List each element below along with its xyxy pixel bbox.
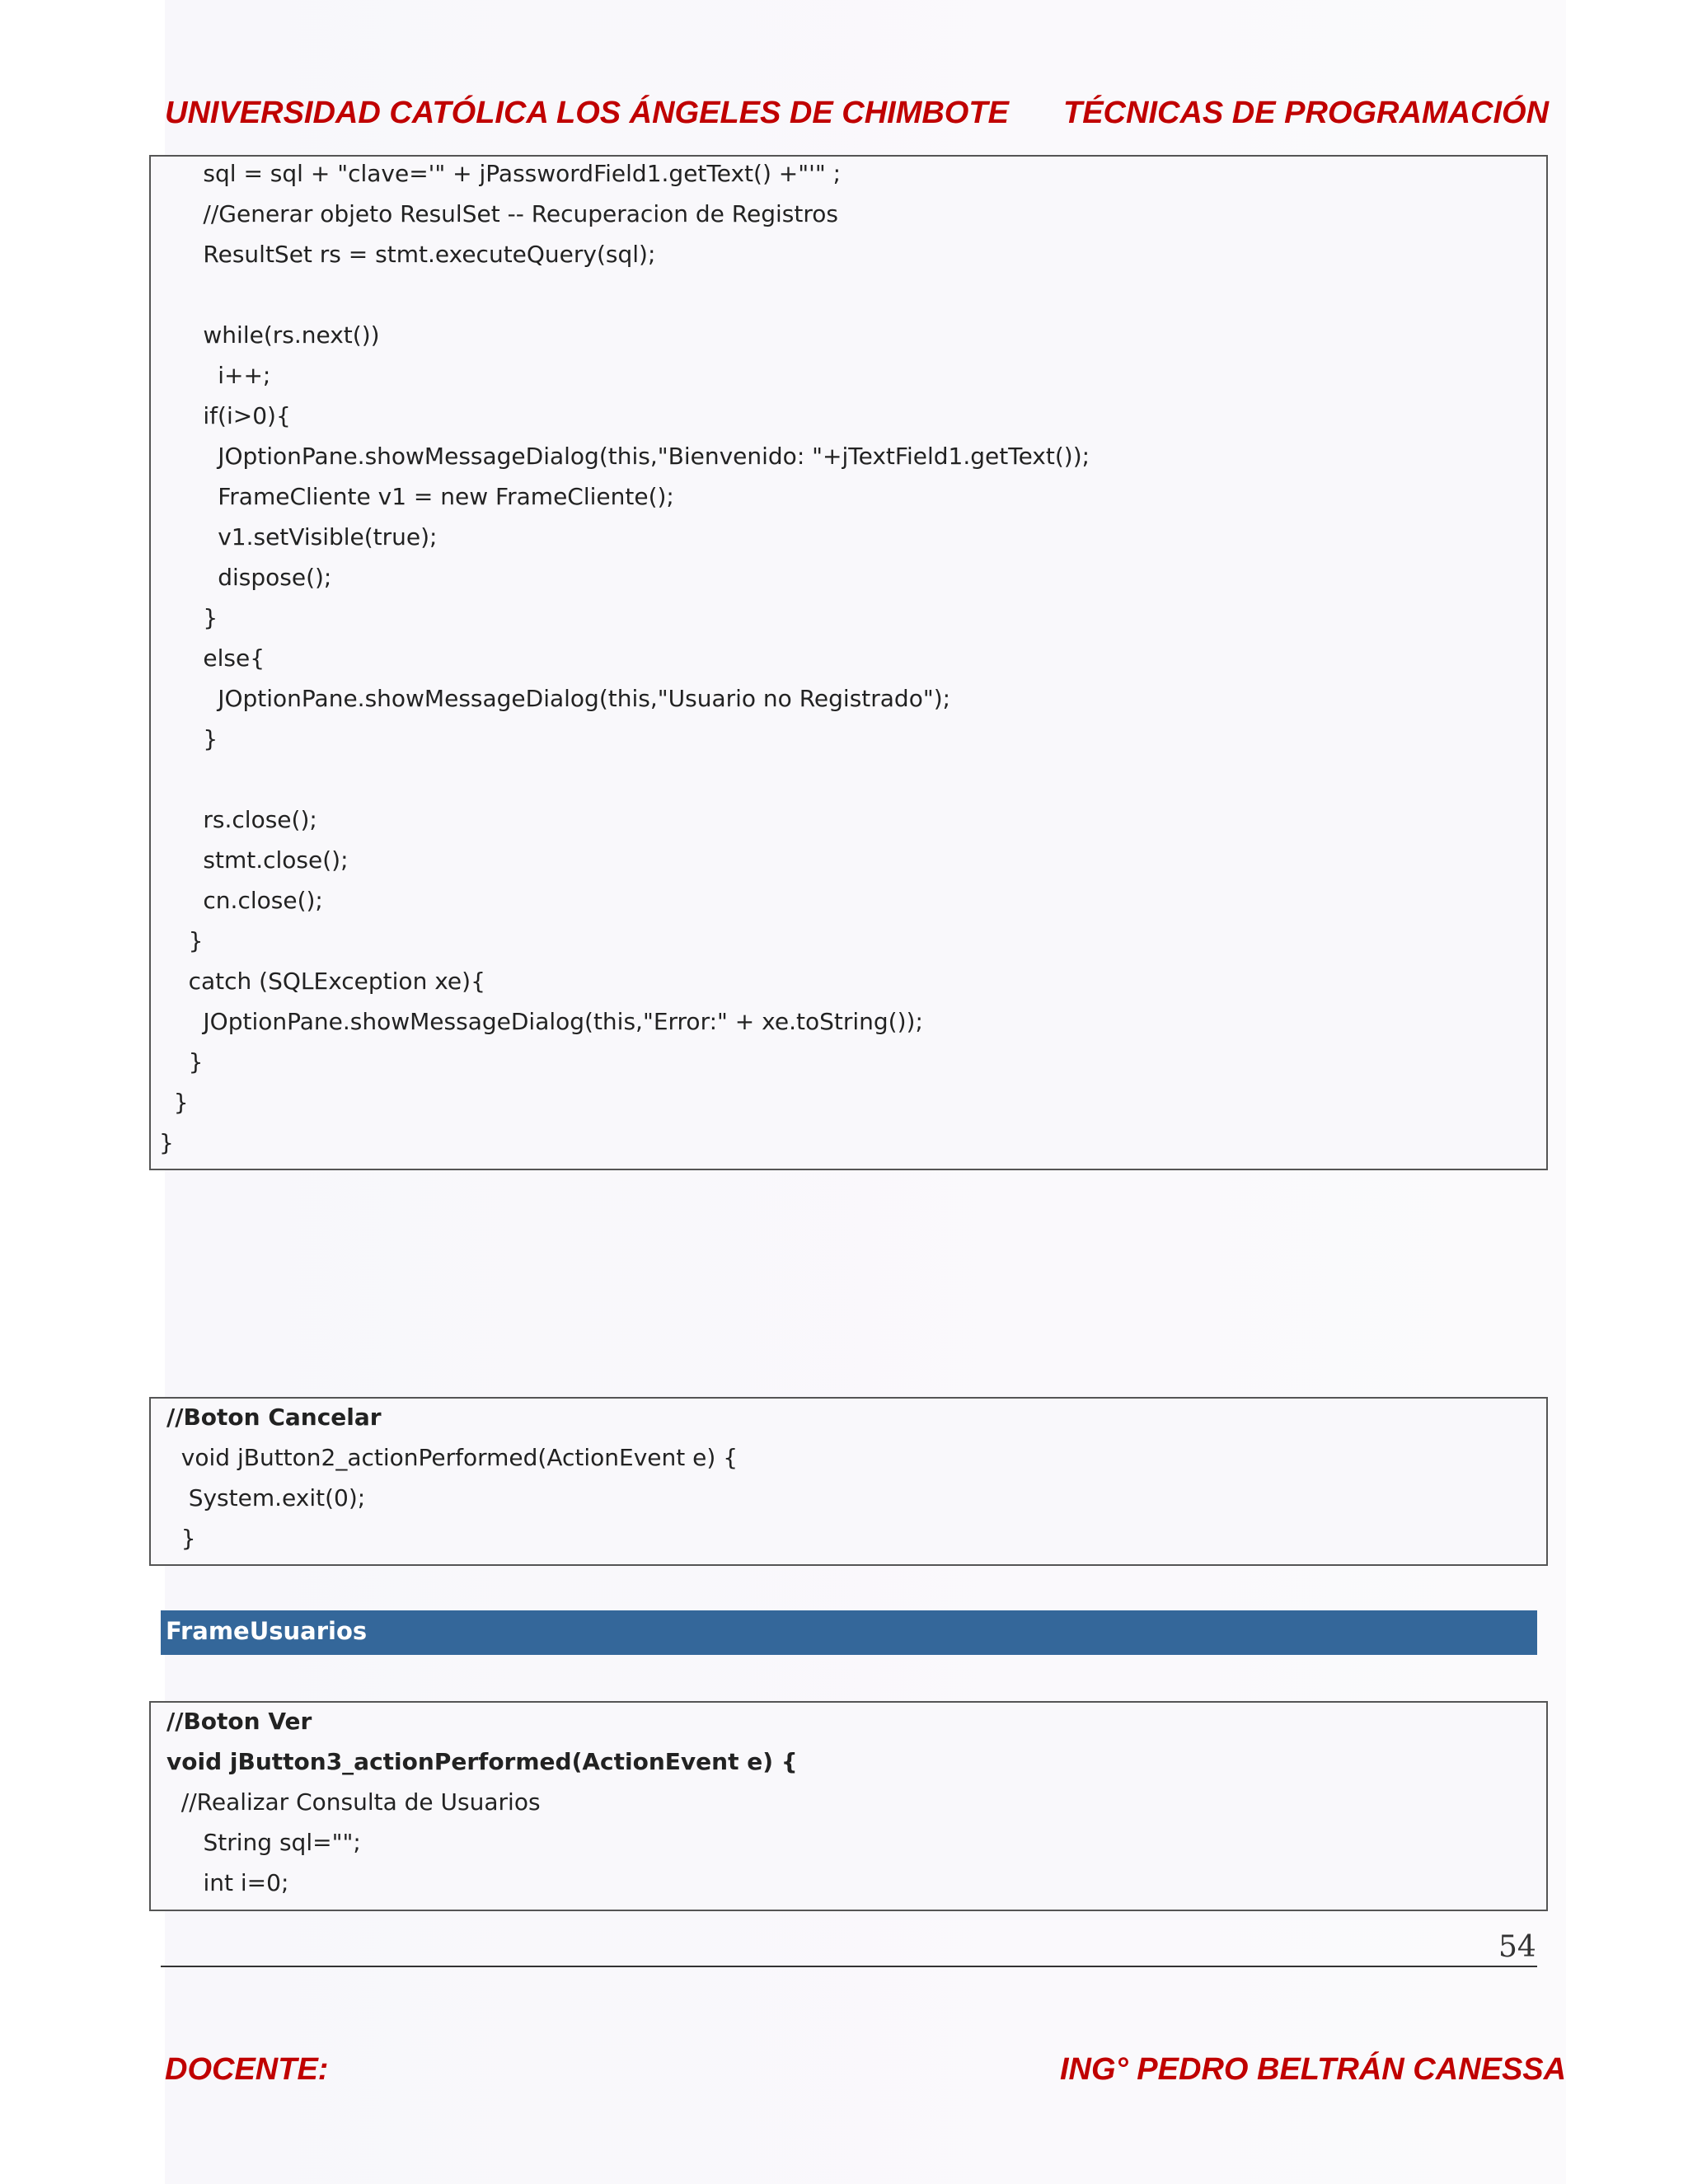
code-line: if(i>0){ xyxy=(159,402,291,429)
code-line: JOptionPane.showMessageDialog(this,"Bienvenido: "+jTextField1.getText()); xyxy=(159,443,1090,470)
code-line: cn.close(); xyxy=(159,887,323,914)
footer-rule xyxy=(161,1966,1537,1967)
code-line: else{ xyxy=(159,644,265,672)
code-line: while(rs.next()) xyxy=(159,321,380,349)
code-line: sql = sql + "clave='" + jPasswordField1.getText() +"'" ; xyxy=(159,160,842,187)
section-title: FrameUsuarios xyxy=(166,1617,368,1645)
header-course: TÉCNICAS DE PROGRAMACIÓN xyxy=(1063,96,1550,130)
code-line: //Generar objeto ResulSet -- Recuperacion de Registros xyxy=(159,200,838,227)
code-line: void jButton2_actionPerformed(ActionEvent e) { xyxy=(166,1444,738,1471)
code-line: dispose(); xyxy=(159,564,332,591)
code-line: JOptionPane.showMessageDialog(this,"Error:" + xe.toString()); xyxy=(159,1008,923,1035)
code-line: String sql=""; xyxy=(166,1829,361,1856)
code-line: } xyxy=(159,1089,189,1116)
code-block-login xyxy=(149,155,1548,1170)
code-line: } xyxy=(159,604,218,631)
code-line: } xyxy=(159,1048,204,1076)
section-heading-bar xyxy=(161,1610,1537,1655)
code-line: } xyxy=(159,1129,174,1156)
code-line: //Realizar Consulta de Usuarios xyxy=(166,1788,541,1816)
code-line: ResultSet rs = stmt.executeQuery(sql); xyxy=(159,241,656,268)
code-line: int i=0; xyxy=(166,1869,289,1896)
code-line: v1.setVisible(true); xyxy=(159,523,438,551)
code-line: JOptionPane.showMessageDialog(this,"Usuario no Registrado"); xyxy=(159,685,951,712)
code-comment: //Boton Cancelar xyxy=(166,1404,382,1431)
code-line: FrameCliente v1 = new FrameCliente(); xyxy=(159,483,674,510)
code-line: rs.close(); xyxy=(159,806,317,833)
code-line: catch (SQLException xe){ xyxy=(159,968,485,995)
page-number: 54 xyxy=(1498,1930,1536,1964)
code-signature: void jButton3_actionPerformed(ActionEvent e) { xyxy=(166,1748,798,1775)
code-line: i++; xyxy=(159,362,271,389)
code-line: } xyxy=(166,1525,196,1552)
code-block-cancel xyxy=(149,1397,1548,1566)
code-line: stmt.close(); xyxy=(159,846,349,874)
footer-teacher: ING° PEDRO BELTRÁN CANESSA xyxy=(1060,2052,1567,2087)
code-line: } xyxy=(159,725,218,752)
code-block-ver xyxy=(149,1701,1548,1911)
footer-label: DOCENTE: xyxy=(165,2052,329,2087)
header-university: UNIVERSIDAD CATÓLICA LOS ÁNGELES DE CHIMBOTE xyxy=(165,96,1009,130)
code-line: } xyxy=(159,927,204,954)
code-line: System.exit(0); xyxy=(166,1484,366,1511)
code-comment: //Boton Ver xyxy=(166,1708,312,1735)
